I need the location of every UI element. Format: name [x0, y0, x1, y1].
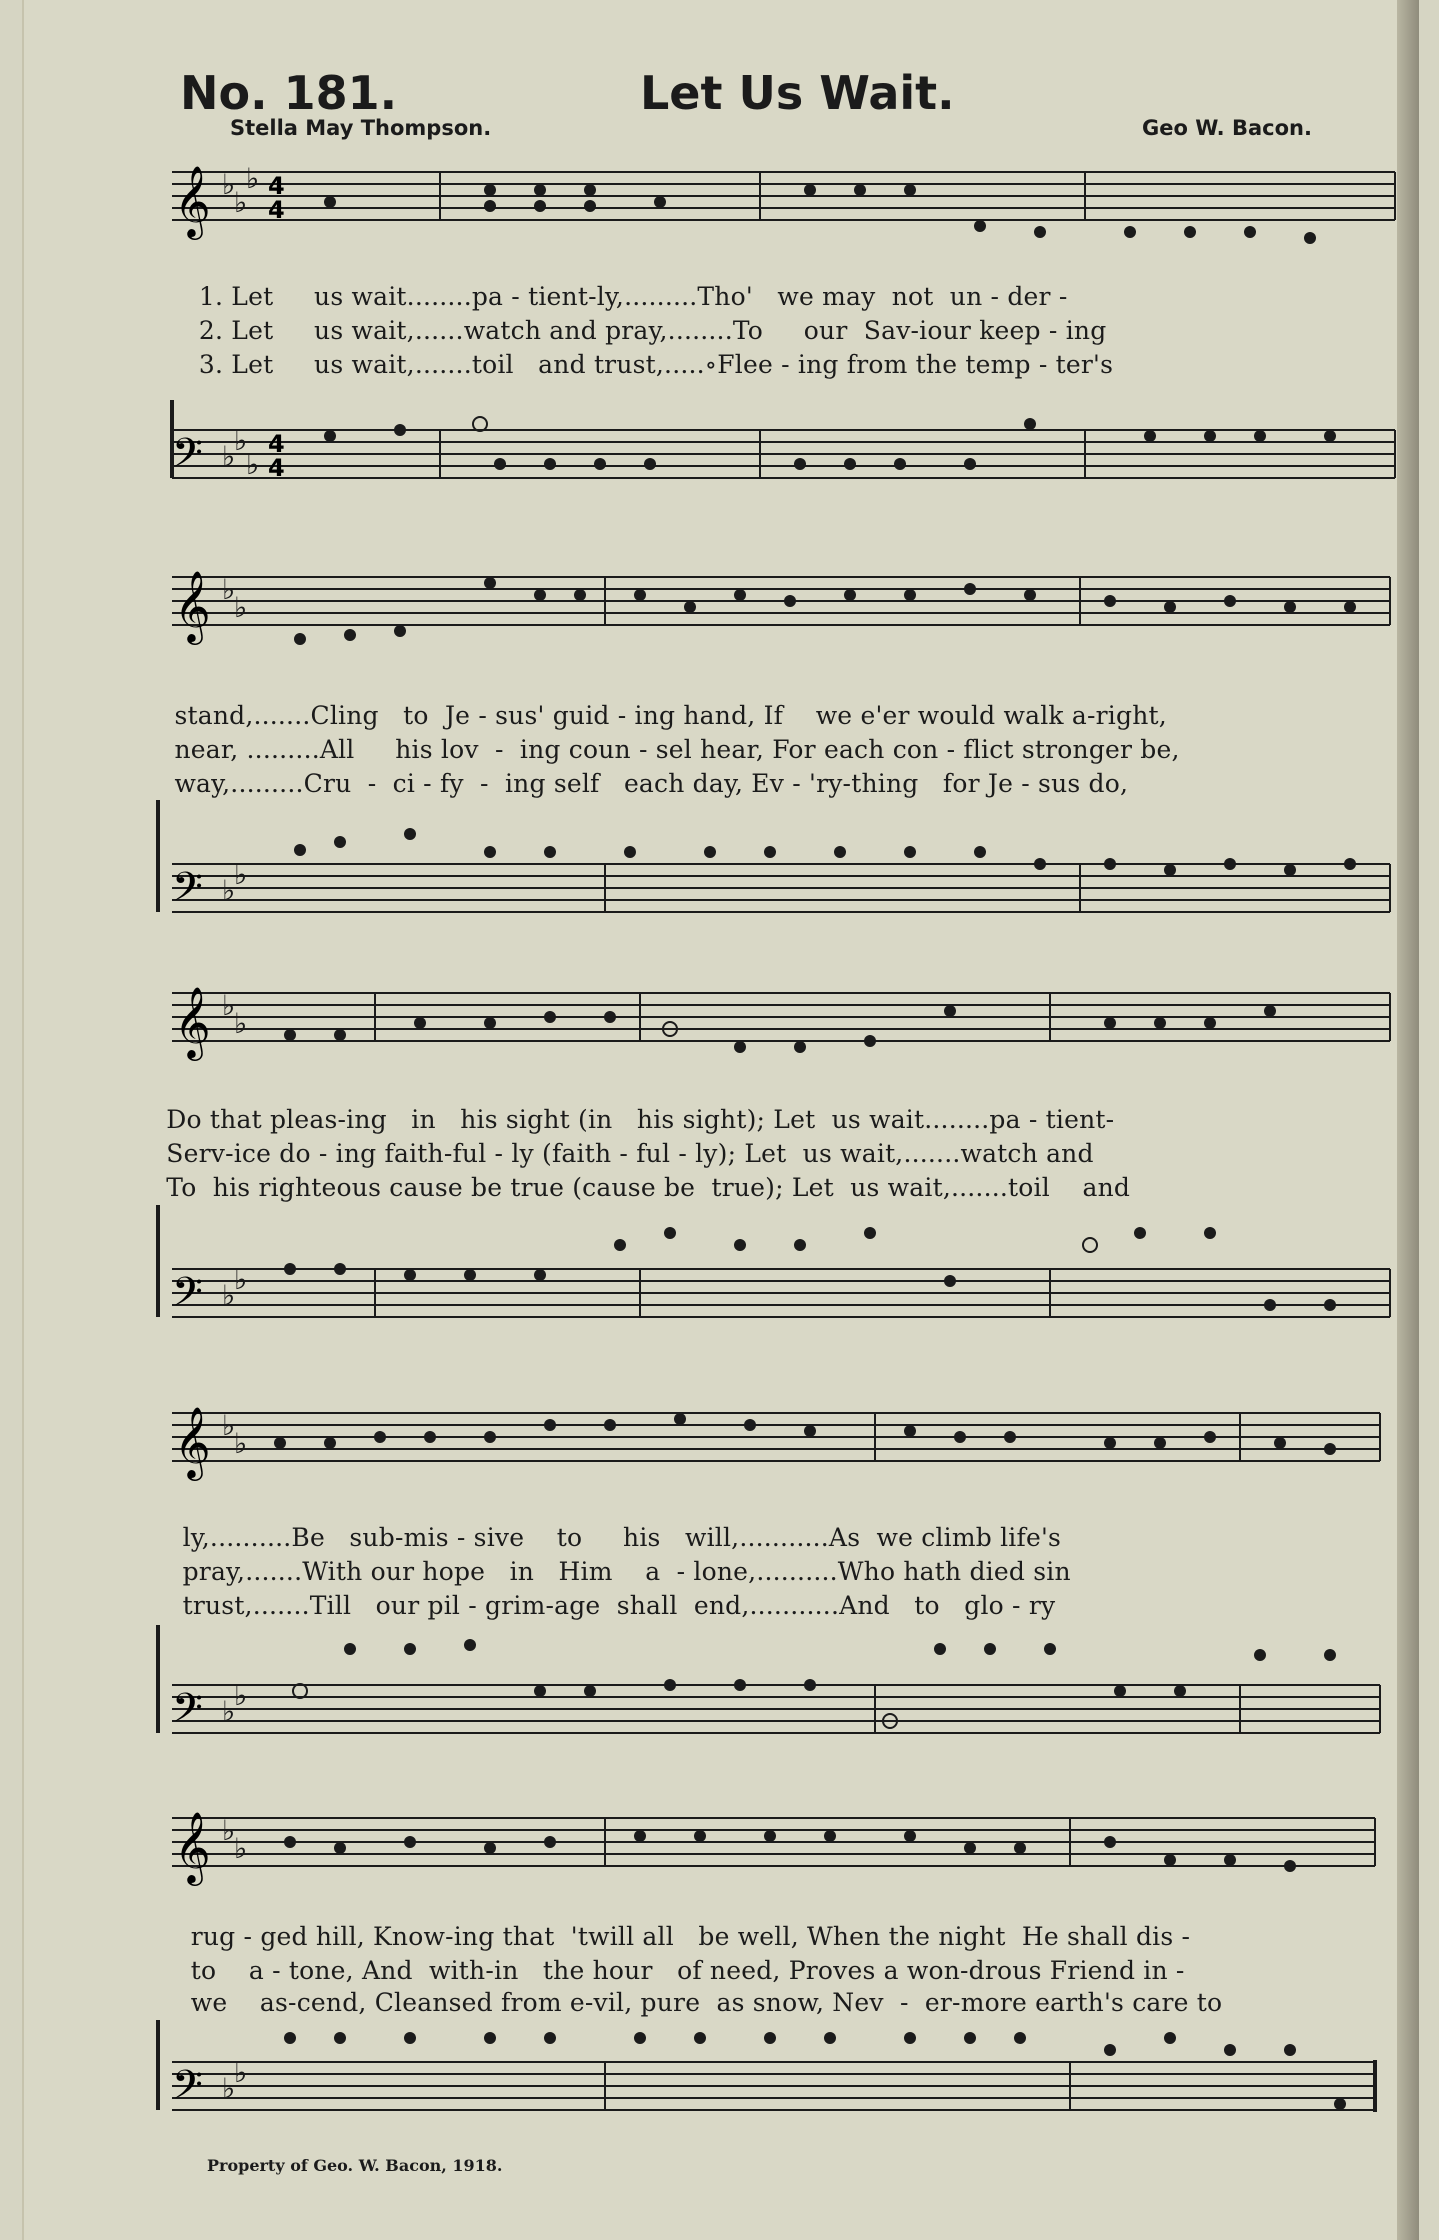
- svg-text:♭: ♭: [222, 1279, 236, 1312]
- svg-text:𝄞: 𝄞: [174, 1405, 211, 1478]
- treble-clef-icon: 𝄞: [174, 164, 211, 237]
- svg-text:♭: ♭: [222, 440, 236, 473]
- svg-text:♭: ♭: [222, 2072, 236, 2105]
- svg-text:♭: ♭: [222, 573, 236, 606]
- lyric-line-verse-2: pray,.......With our hope in Him a - lone,..........Who hath died sin: [150, 1557, 1071, 1586]
- hymn-number: No. 181.: [180, 66, 398, 120]
- bass-key-flats: [222, 424, 259, 481]
- music-system-2: [150, 555, 1400, 955]
- svg-text:4: 4: [268, 454, 285, 482]
- author-credit: Stella May Thompson.: [230, 116, 492, 140]
- svg-text:𝄢: 𝄢: [172, 1685, 203, 1741]
- bass-staff: [150, 800, 1400, 950]
- lyric-line-verse-3: 3. Let us wait,.......toil and trust,.....∘Flee - ing from the temp - ter's: [150, 350, 1114, 379]
- svg-text:♭: ♭: [234, 2056, 248, 2089]
- svg-text:♭: ♭: [222, 1814, 236, 1847]
- svg-text:𝄞: 𝄞: [174, 1810, 211, 1883]
- page-edge: [1397, 0, 1419, 2240]
- svg-text:𝄞: 𝄞: [174, 985, 211, 1058]
- lyric-line-verse-1: stand,.......Cling to Je - sus' guid - ing hand, If we e'er would walk a-right,: [150, 701, 1167, 730]
- bass-staff: [150, 1205, 1400, 1355]
- svg-text:♭: ♭: [222, 989, 236, 1022]
- lyric-line-verse-3: way,.........Cru - ci - fy - ing self each day, Ev - 'ry-thing for Je - sus do,: [150, 769, 1129, 798]
- svg-text:♭: ♭: [234, 1263, 248, 1296]
- treble-staff: [150, 1385, 1400, 1495]
- music-system-1: [150, 160, 1400, 540]
- svg-text:𝄞: 𝄞: [174, 569, 211, 642]
- svg-text:♭: ♭: [234, 591, 248, 624]
- svg-text:♭: ♭: [246, 162, 260, 195]
- key-signature-flats: [222, 162, 259, 219]
- svg-text:♭: ♭: [222, 168, 236, 201]
- lyric-line-verse-2: Serv-ice do - ing faith-ful - ly (faith - ful - ly); Let us wait,.......watch and: [150, 1139, 1094, 1168]
- bass-clef-icon: 𝄢: [172, 430, 203, 486]
- treble-notes: [324, 184, 1316, 244]
- svg-text:♭: ♭: [234, 1427, 248, 1460]
- treble-time-signature: 4: [268, 172, 285, 200]
- composer-credit: Geo W. Bacon.: [1142, 116, 1312, 140]
- bass-staff: [150, 400, 1400, 520]
- lyric-line-verse-2: near, .........All his lov - ing coun - sel hear, For each con - flict stronger be,: [150, 735, 1180, 764]
- lyric-line-verse-2: 2. Let us wait,......watch and pray,........To our Sav-iour keep - ing: [150, 316, 1107, 345]
- treble-staff: [150, 160, 1400, 260]
- lyric-line-verse-1: Do that pleas-ing in his sight (in his sight); Let us wait........pa - tient-: [150, 1105, 1115, 1134]
- treble-staff: [150, 555, 1400, 665]
- treble-staff: [150, 1790, 1400, 1900]
- bass-time-signature: 4: [268, 430, 285, 458]
- svg-text:𝄢: 𝄢: [172, 2062, 203, 2118]
- svg-text:𝄢: 𝄢: [172, 1269, 203, 1325]
- treble-staff: [150, 965, 1400, 1075]
- svg-text:♭: ♭: [246, 448, 260, 481]
- svg-text:♭: ♭: [222, 1409, 236, 1442]
- lyric-line-verse-3: To his righteous cause be true (cause be true); Let us wait,.......toil and: [150, 1173, 1131, 1202]
- music-system-4: [150, 1385, 1400, 1780]
- svg-text:♭: ♭: [234, 1832, 248, 1865]
- svg-text:♭: ♭: [234, 858, 248, 891]
- svg-text:♭: ♭: [234, 1679, 248, 1712]
- lyric-line-verse-2: to a - tone, And with-in the hour of need, Proves a won-drous Friend in -: [150, 1956, 1185, 1985]
- music-system-3: [150, 965, 1400, 1360]
- lyric-line-verse-3: we as-cend, Cleansed from e-vil, pure as snow, Nev - er-more earth's care to: [150, 1988, 1223, 2017]
- bass-notes: [324, 417, 1336, 470]
- hymn-title: Let Us Wait.: [640, 66, 955, 120]
- bass-staff: [150, 2020, 1400, 2140]
- lyric-line-verse-1: ly,..........Be sub-mis - sive to his will,...........As we climb life's: [150, 1523, 1062, 1552]
- copyright-footer: Property of Geo. W. Bacon, 1918.: [207, 2156, 503, 2175]
- svg-text:♭: ♭: [234, 186, 248, 219]
- svg-text:4: 4: [268, 196, 285, 224]
- lyric-line-verse-3: trust,.......Till our pil - grim-age shall end,...........And to glo - ry: [150, 1591, 1056, 1620]
- svg-text:♭: ♭: [234, 424, 248, 457]
- svg-text:♭: ♭: [222, 1695, 236, 1728]
- svg-text:♭: ♭: [234, 1007, 248, 1040]
- bass-staff: [150, 1625, 1400, 1775]
- svg-text:♭: ♭: [222, 874, 236, 907]
- lyric-line-verse-1: 1. Let us wait........pa - tient-ly,.........Tho' we may not un - der -: [150, 282, 1068, 311]
- music-system-5: [150, 1790, 1400, 2140]
- svg-text:𝄢: 𝄢: [172, 864, 203, 920]
- lyric-line-verse-1: rug - ged hill, Know-ing that 'twill all be well, When the night He shall dis -: [150, 1922, 1191, 1951]
